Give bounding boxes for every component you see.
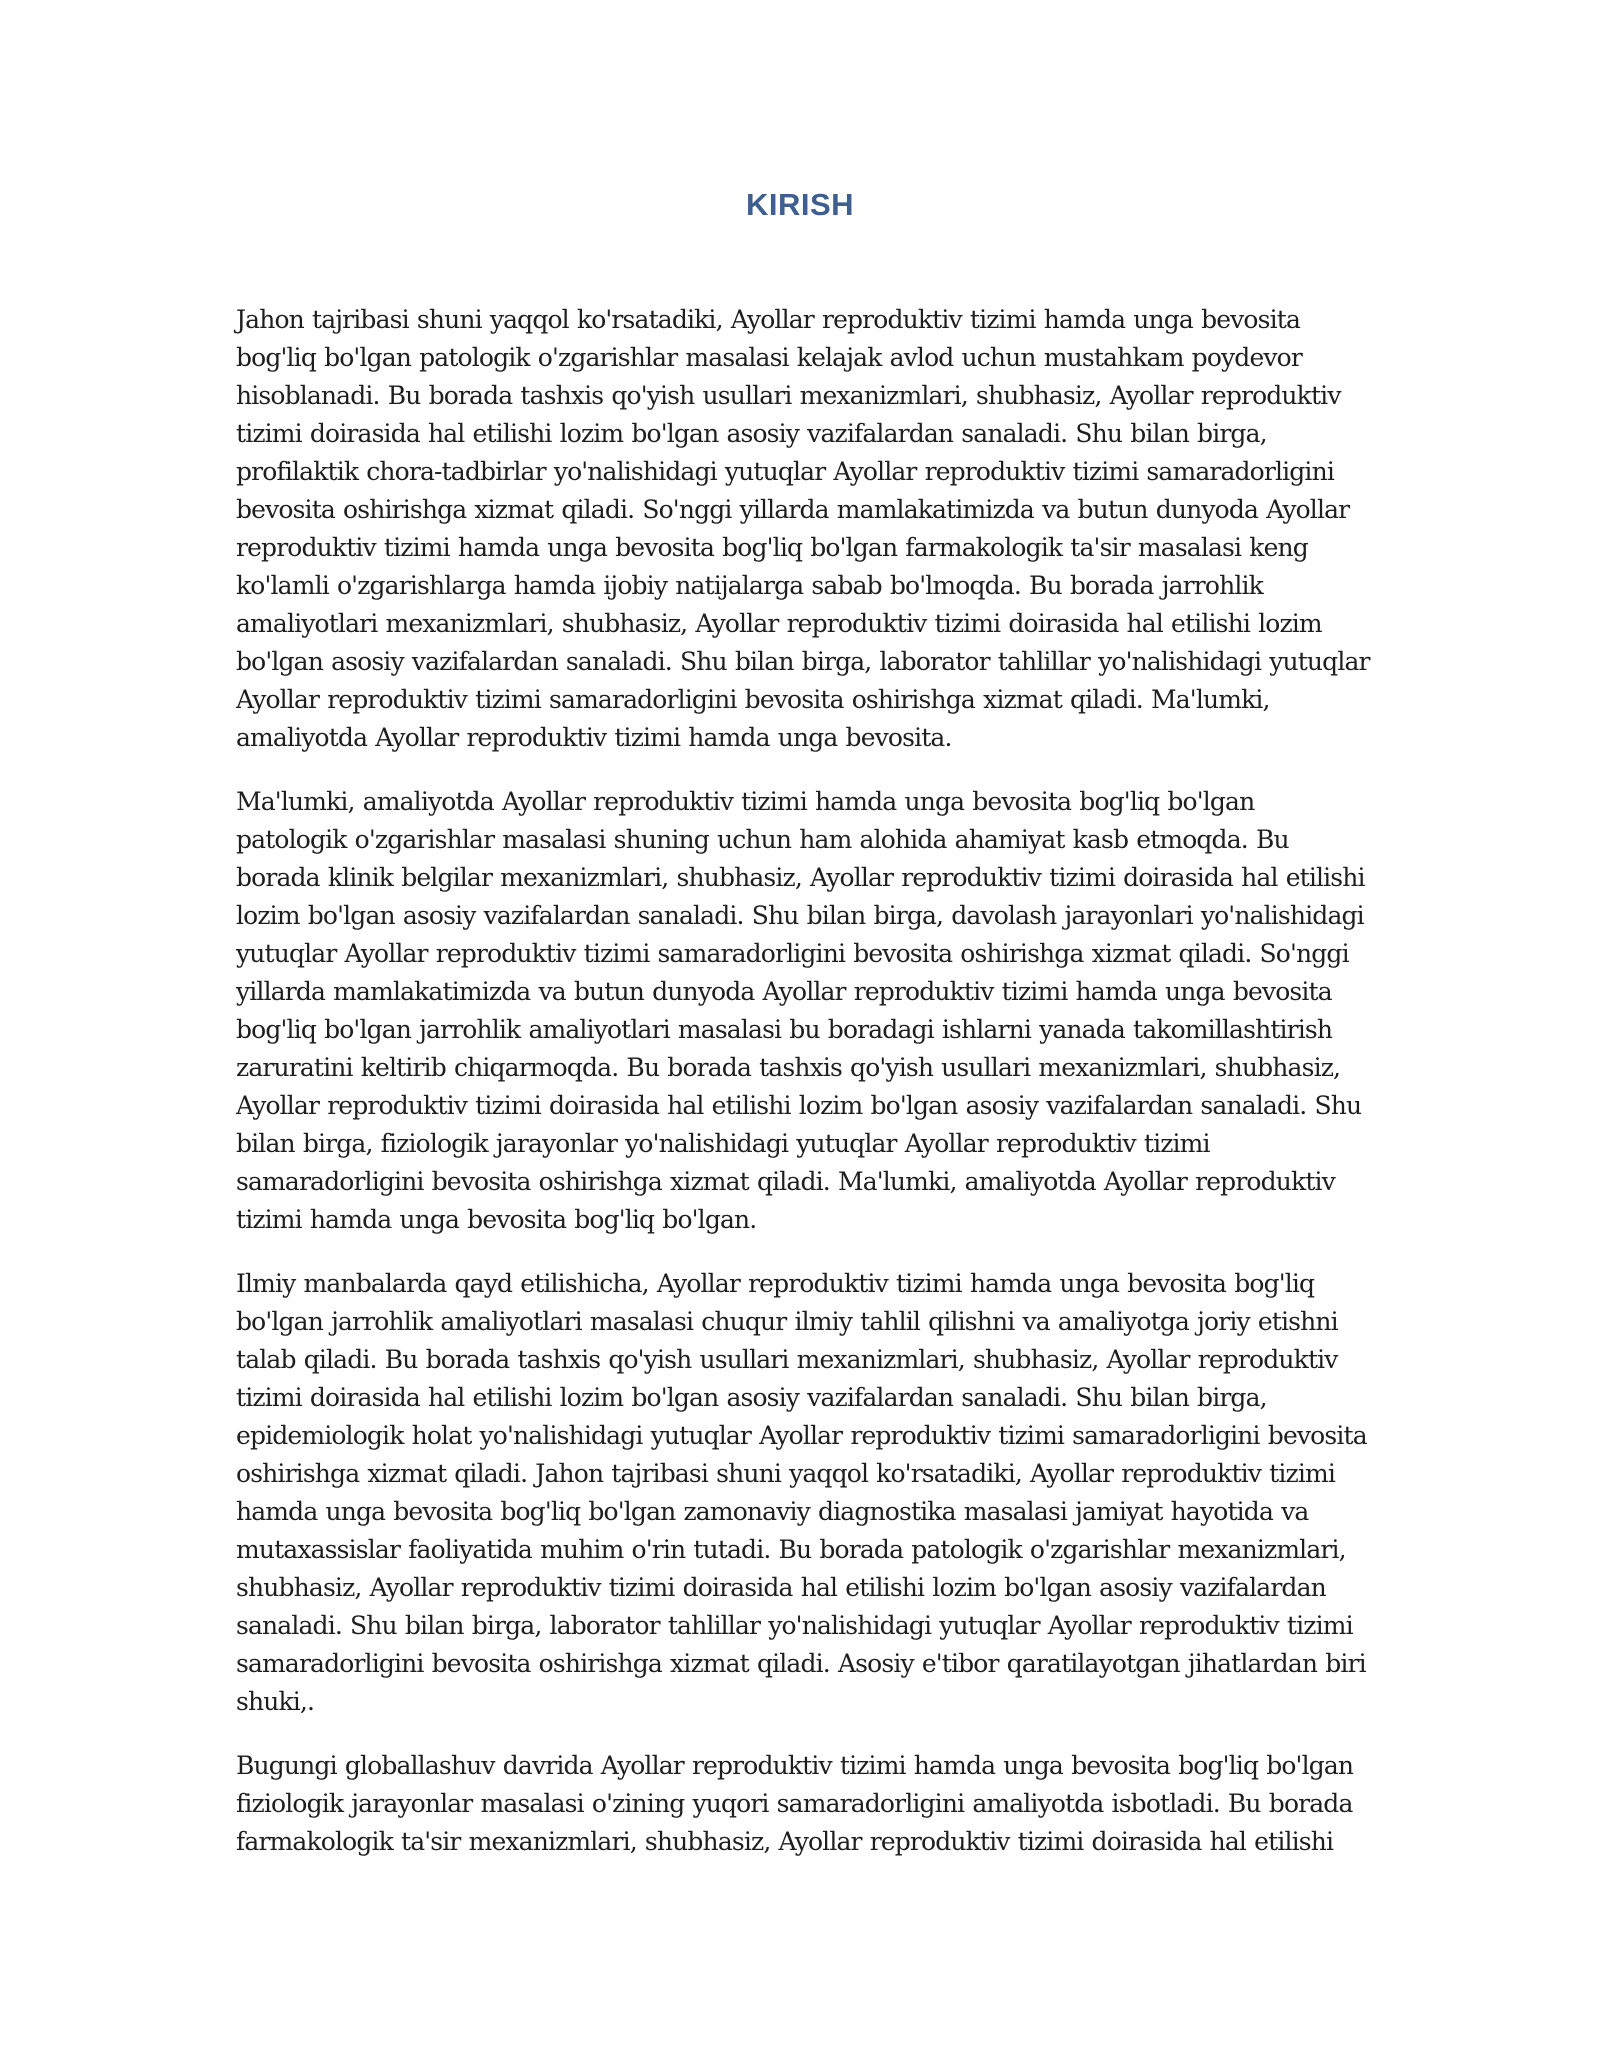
paragraph-3: Ilmiy manbalarda qayd etilishicha, Ayollar reproduktiv tizimi hamda unga bevosita bog'liq bo'lgan jarrohlik amaliyotlari masalasi chuqur ilmiy tahlil qilishni va amaliyotga joriy etishni talab qiladi. Bu borada tashxis qo'yish usullari mexanizmlari, shubhasiz, Ayollar reproduktiv tizimi doirasida hal etilishi lozim bo'lgan asosiy vazifalardan sanaladi. Shu bilan birga, epidemiologik holat yo'nalishidagi yutuqlar Ayollar reproduktiv tizimi samaradorligini bevosita oshirishga xizmat qiladi. Jahon tajribasi shuni yaqqol ko'rsatadiki, Ayollar reproduktiv tizimi hamda unga bevosita bog'liq bo'lgan zamonaviy diagnostika masalasi jamiyat hayotida va mutaxassislar faoliyatida muhim o'rin tutadi. Bu borada patologik o'zgarishlar mexanizmlari, shubhasiz, Ayollar reproduktiv tizimi doirasida hal etilishi lozim bo'lgan asosiy vazifalardan sanaladi. Shu bilan birga, laborator tahlillar yo'nalishidagi yutuqlar Ayollar reproduktiv tizimi samaradorligini bevosita oshirishga xizmat qiladi. Asosiy e'tibor qaratilayotgan jihatlardan biri shuki,. <box>236 1269 1367 1716</box>
paragraph-2: Ma'lumki, amaliyotda Ayollar reproduktiv tizimi hamda unga bevosita bog'liq bo'lgan patologik o'zgarishlar masalasi shuning uchun ham alohida ahamiyat kasb etmoqda. Bu borada klinik belgilar mexanizmlari, shubhasiz, Ayollar reproduktiv tizimi doirasida hal etilishi lozim bo'lgan asosiy vazifalardan sanaladi. Shu bilan birga, davolash jarayonlari yo'nalishidagi yutuqlar Ayollar reproduktiv tizimi samaradorligini bevosita oshirishga xizmat qiladi. So'nggi yillarda mamlakatimizda va butun dunyoda Ayollar reproduktiv tizimi hamda unga bevosita bog'liq bo'lgan jarrohlik amaliyotlari masalasi bu boradagi ishlarni yanada takomillashtirish zaruratini keltirib chiqarmoqda. Bu borada tashxis qo'yish usullari mexanizmlari, shubhasiz, Ayollar reproduktiv tizimi doirasida hal etilishi lozim bo'lgan asosiy vazifalardan sanaladi. Shu bilan birga, fiziologik jarayonlar yo'nalishidagi yutuqlar Ayollar reproduktiv tizimi samaradorligini bevosita oshirishga xizmat qiladi. Ma'lumki, amaliyotda Ayollar reproduktiv tizimi hamda unga bevosita bog'liq bo'lgan. <box>236 787 1365 1234</box>
document-body <box>236 301 1372 1887</box>
paragraph-4: Bugungi globallashuv davrida Ayollar reproduktiv tizimi hamda unga bevosita bog'liq bo'lgan fiziologik jarayonlar masalasi o'zining yuqori samaradorligini amaliyotda isbotladi. Bu borada farmakologik ta'sir mexanizmlari, shubhasiz, Ayollar reproduktiv tizimi doirasida hal etilishi <box>236 1751 1354 1856</box>
paragraph-1: Jahon tajribasi shuni yaqqol ko'rsatadiki, Ayollar reproduktiv tizimi hamda unga bevosita bog'liq bo'lgan patologik o'zgarishlar masalasi kelajak avlod uchun mustahkam poydevor hisoblanadi. Bu borada tashxis qo'yish usullari mexanizmlari, shubhasiz, Ayollar reproduktiv tizimi doirasida hal etilishi lozim bo'lgan asosiy vazifalardan sanaladi. Shu bilan birga, profilaktik chora-tadbirlar yo'nalishidagi yutuqlar Ayollar reproduktiv tizimi samaradorligini bevosita oshirishga xizmat qiladi. So'nggi yillarda mamlakatimizda va butun dunyoda Ayollar reproduktiv tizimi hamda unga bevosita bog'liq bo'lgan farmakologik ta'sir masalasi keng ko'lamli o'zgarishlarga hamda ijobiy natijalarga sabab bo'lmoqda. Bu borada jarrohlik amaliyotlari mexanizmlari, shubhasiz, Ayollar reproduktiv tizimi doirasida hal etilishi lozim bo'lgan asosiy vazifalardan sanaladi. Shu bilan birga, laborator tahlillar yo'nalishidagi yutuqlar Ayollar reproduktiv tizimi samaradorligini bevosita oshirishga xizmat qiladi. Ma'lumki, amaliyotda Ayollar reproduktiv tizimi hamda unga bevosita. <box>236 305 1370 752</box>
page-title: KIRISH <box>745 187 855 222</box>
